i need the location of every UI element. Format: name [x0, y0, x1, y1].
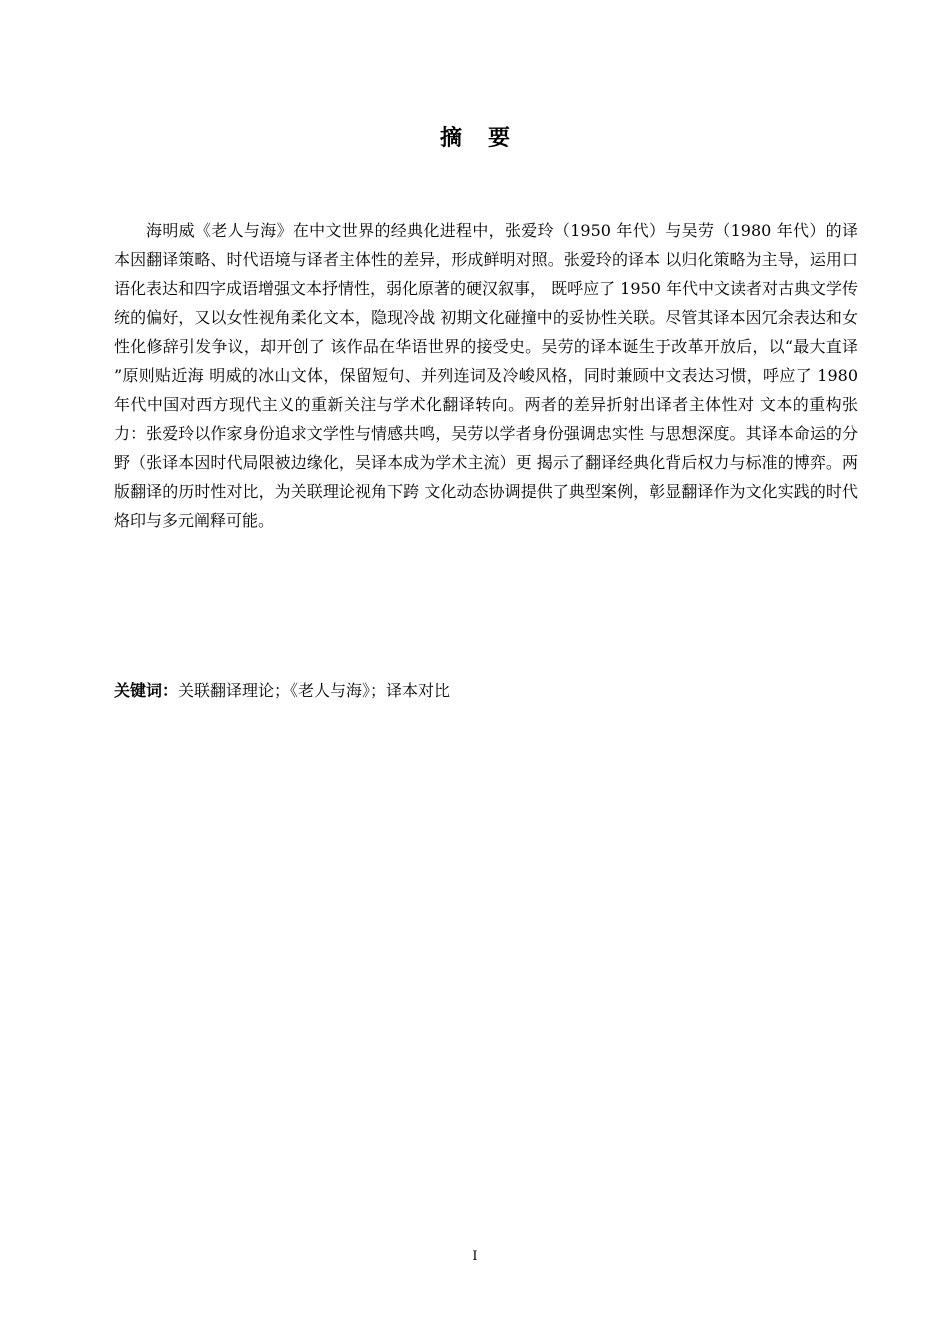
keywords-label: 关键词： [114, 681, 179, 700]
keywords-line [114, 678, 858, 704]
page-title: 摘要 [439, 126, 536, 151]
abstract-body: 海明威《老人与海》在中文世界的经典化进程中，张爱玲（1950 年代）与吴劳（1980 年代）的译本因翻译策略、时代语境与译者主体性的差异，形成鲜明对照。张爱玲的译本 以归化策略为主导，运用口语化表达和四字成语增强文本抒情性，弱化原著的硬汉叙事， 既呼应了 1950 年代中文读者对古典文学传统的偏好，又以女性视角柔化文本，隐现冷战 初期文化碰撞中的妥协性关联。尽管其译本因冗余表达和女性化修辞引发争议，却开创了 该作品在华语世界的接受史。吴劳的译本诞生于改革开放后，以“最大直译 ”原则贴近海 明威的冰山文体，保留短句、并列连词及冷峻风格，同时兼顾中文表达习惯，呼应了 1980 年代中国对西方现代主义的重新关注与学术化翻译转向。两者的差异折射出译者主体性对 文本的重构张力：张爱玲以作家身份追求文学性与情感共鸣，吴劳以学者身份强调忠实性 与思想深度。其译本命运的分野（张译本因时代局限被边缘化，吴译本成为学术主流）更 揭示了翻译经典化背后权力与标准的博弈。两版翻译的历时性对比，为关联理论视角下跨 文化动态协调提供了典型案例，彰显翻译作为文化实践的时代烙印与多元阐释可能。 [114, 221, 858, 530]
page-number: I [472, 1249, 478, 1264]
keywords-value: 关联翻译理论；《老人与海》；译本对比 [178, 681, 451, 700]
